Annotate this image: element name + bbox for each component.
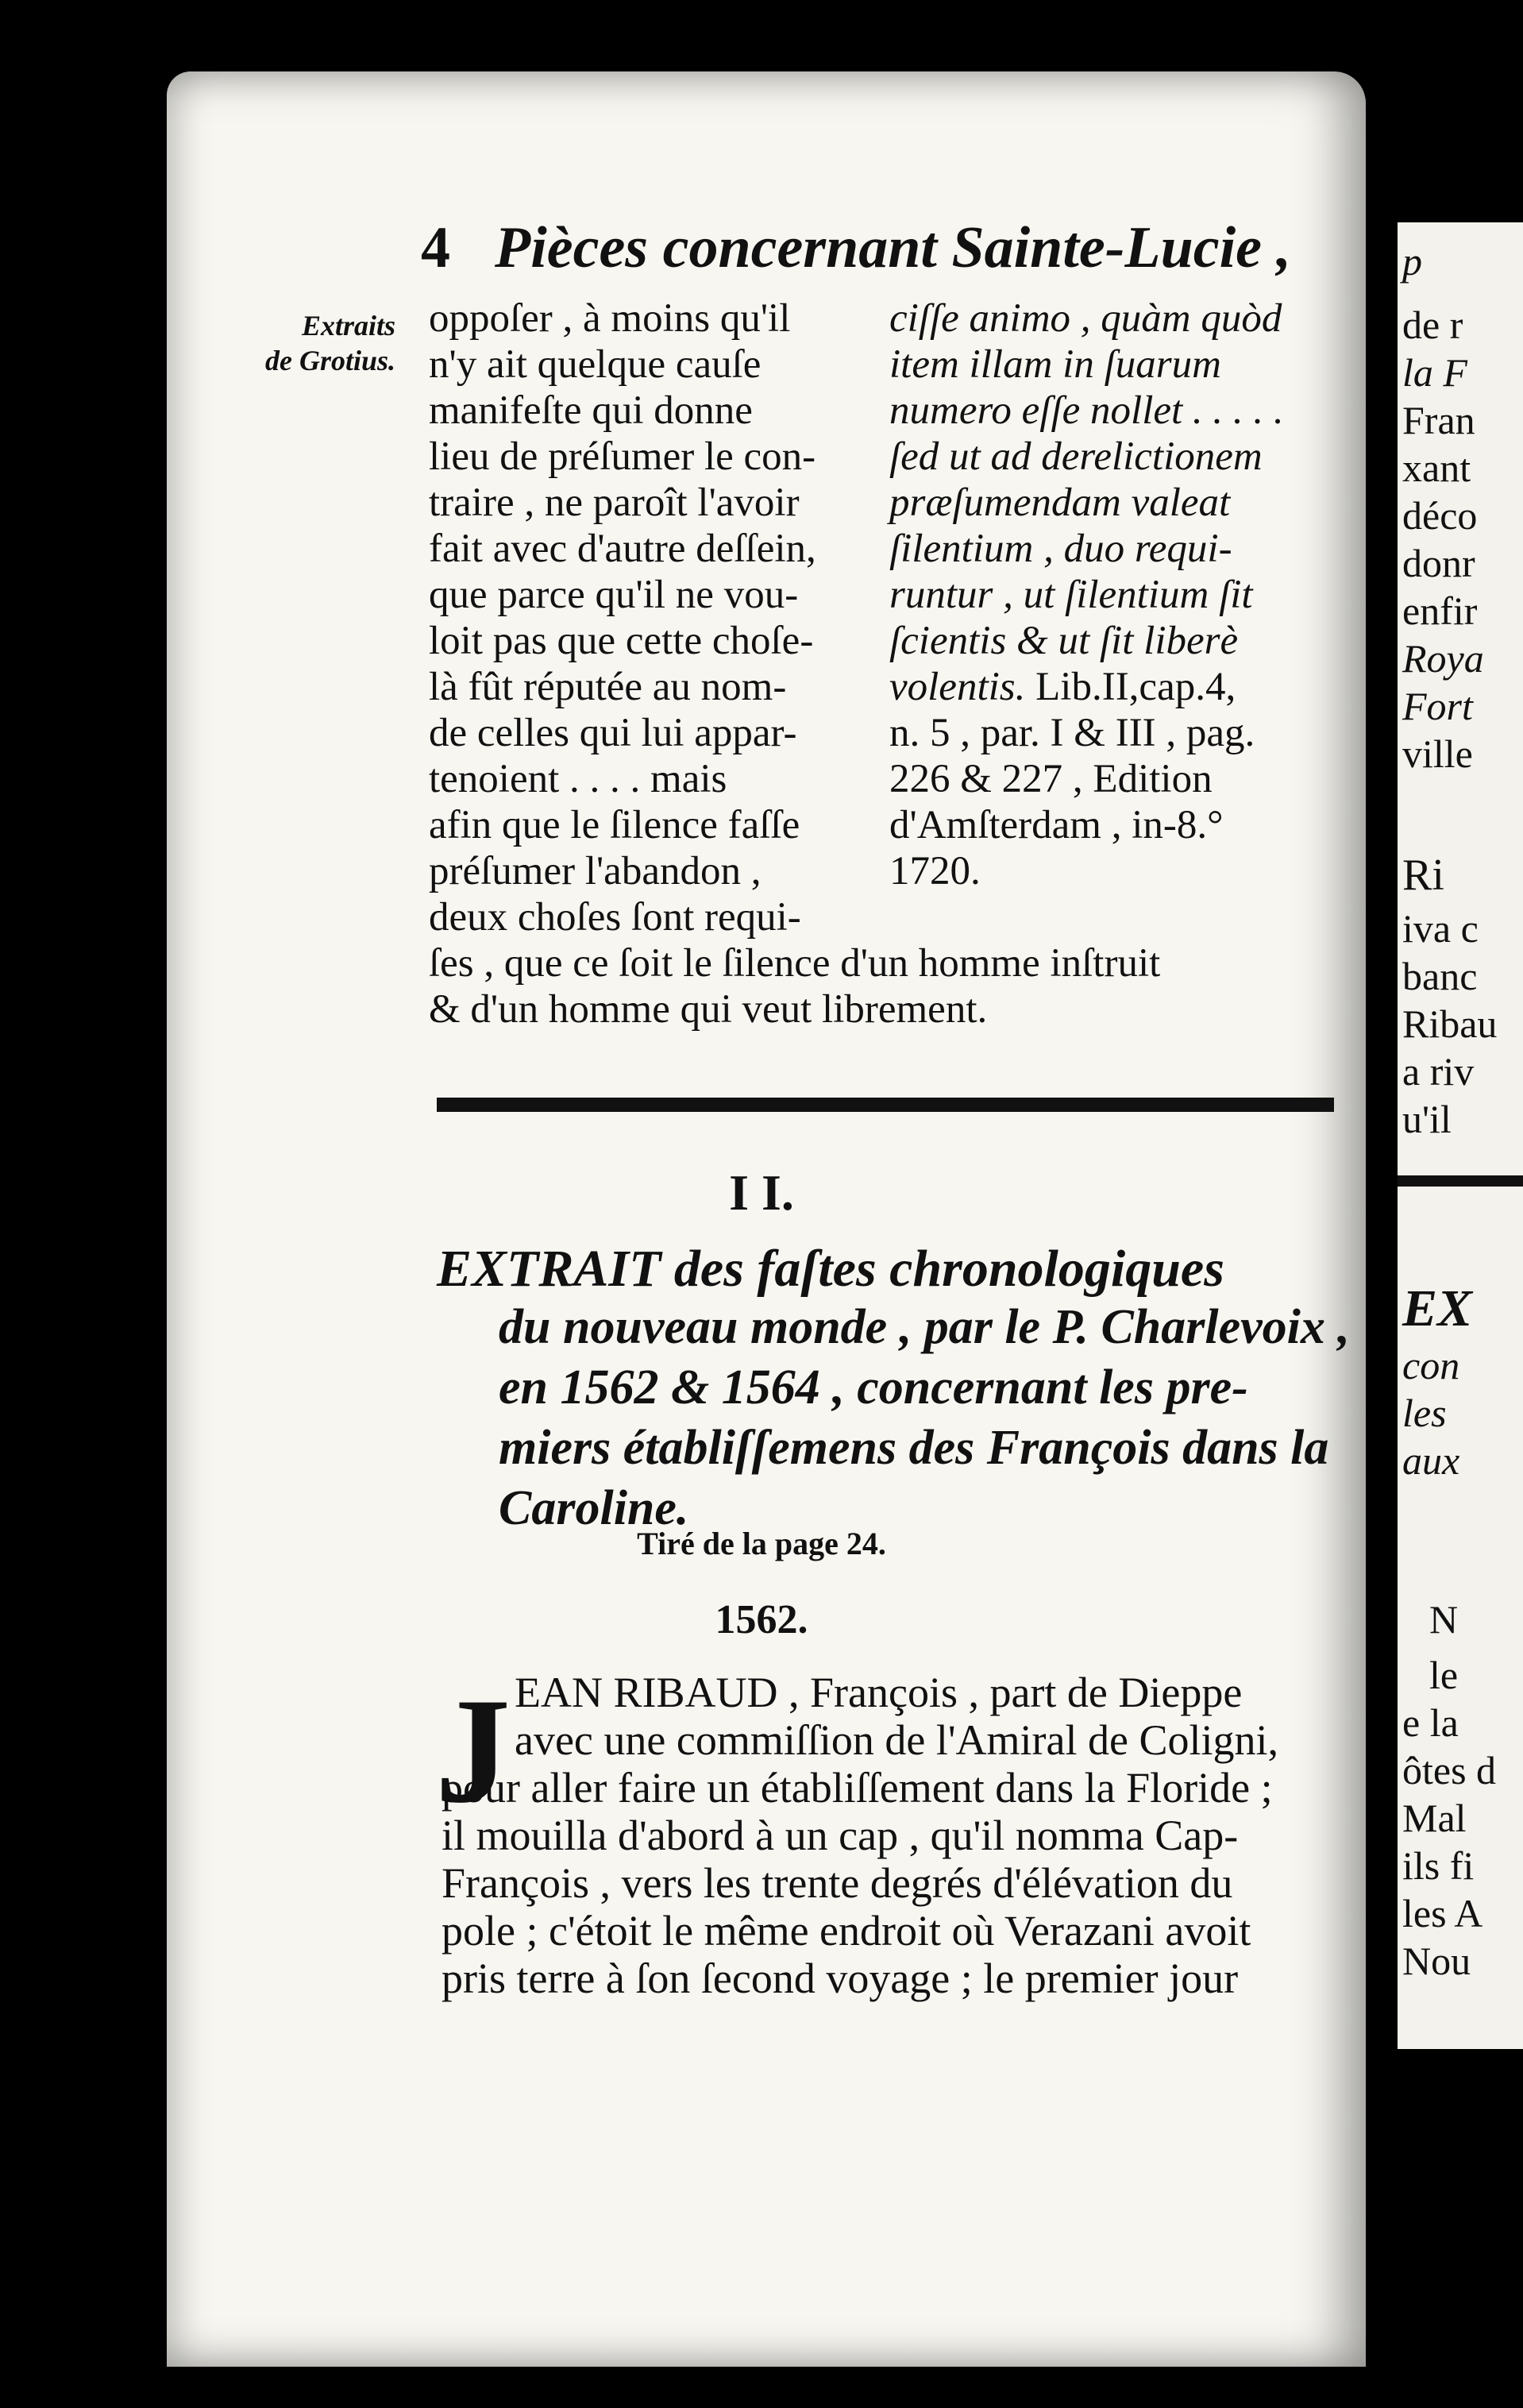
left-column-line: fait avec d'autre deſſein,: [429, 527, 816, 571]
facing-line: les: [1402, 1391, 1447, 1435]
left-column-line: tenoient . . . . mais: [429, 757, 727, 801]
right-column-line: [889, 848, 981, 894]
body-line: il mouilla d'abord à un cap , qu'il nomma Cap-: [441, 1812, 1239, 1859]
body-line: pour aller faire un établiſſement dans la Floride ;: [441, 1764, 1273, 1812]
right-column-line: [889, 664, 1236, 710]
facing-line: Fort: [1402, 684, 1473, 728]
section-title-line: en 1562 & 1564 , concernant les pre-: [499, 1360, 1248, 1414]
right-column-word: volentis.: [889, 665, 1026, 709]
facing-line: donr: [1402, 541, 1475, 585]
margin-note-line: de Grotius.: [264, 345, 395, 376]
right-column-line: ſilentium , duo requi-: [889, 527, 1232, 571]
section-title-line: du nouveau monde , par le P. Charlevoix ,: [499, 1300, 1350, 1354]
facing-line: la F: [1402, 350, 1467, 395]
facing-line: Mal: [1402, 1796, 1467, 1840]
running-title: Pièces concernant Sainte-Lucie ,: [495, 215, 1291, 280]
facing-line: ils fi: [1402, 1843, 1475, 1888]
left-column-line: lieu de préſumer le con-: [429, 434, 816, 479]
body-line: pris terre à ſon ſecond voyage ; le premier jour: [441, 1955, 1239, 2002]
body-line: pole ; c'étoit le même endroit où Verazani avoit: [441, 1907, 1251, 1955]
body-line: EAN RIBAUD , François , part de Dieppe: [515, 1669, 1243, 1716]
year-heading: 1562.: [715, 1597, 808, 1642]
facing-line: xant: [1402, 446, 1471, 490]
facing-line: con: [1402, 1343, 1460, 1387]
facing-line: enfir: [1402, 588, 1478, 633]
facing-line: banc: [1402, 954, 1478, 998]
right-column-line: præſumendam valeat: [889, 480, 1231, 525]
facing-line: Ribau: [1402, 1001, 1498, 1046]
facing-line: p: [1402, 239, 1422, 284]
left-column-line: afin que le ſilence faſſe: [429, 803, 800, 847]
running-header: [421, 214, 1291, 282]
facing-line: Nou: [1402, 1939, 1471, 1983]
citation-line: Lib.II,cap.4,: [1035, 665, 1236, 709]
section-title-line: Caroline.: [499, 1481, 689, 1535]
section-title-line: EXTRAIT des faſtes chronologiques: [437, 1240, 1224, 1298]
facing-line: Ri: [1402, 851, 1444, 900]
right-column-line: [889, 756, 1213, 802]
right-column-line: ciſſe animo , quàm quòd: [889, 296, 1282, 341]
left-column-line: traire , ne paroît l'avoir: [429, 480, 800, 525]
page-number: 4: [421, 215, 450, 280]
facing-line: N: [1429, 1597, 1459, 1642]
left-column-line: de celles qui lui appar-: [429, 711, 797, 755]
facing-line: EX: [1402, 1279, 1473, 1337]
right-column-line: ſed ut ad derelictionem: [889, 434, 1263, 479]
facing-line: le: [1429, 1653, 1459, 1697]
facing-line: iva c: [1402, 906, 1479, 951]
left-column-line: préſumer l'abandon ,: [429, 849, 762, 893]
facing-line: Roya: [1402, 636, 1484, 681]
facing-line: ôtes d: [1402, 1748, 1497, 1792]
right-column-line: runtur , ut ſilentium ſit: [889, 573, 1253, 617]
body-line: François , vers les trente degrés d'élévation du: [441, 1859, 1233, 1907]
facing-line: u'il: [1402, 1097, 1452, 1141]
facing-line: les A: [1402, 1891, 1483, 1935]
facing-line: Fran: [1402, 398, 1475, 442]
right-column-line: [889, 710, 1255, 756]
right-column-line: ſcientis & ut ſit liberè: [889, 619, 1239, 663]
section-number: I I.: [729, 1164, 794, 1221]
full-width-line: & d'un homme qui veut librement.: [429, 987, 988, 1032]
left-column-line: oppoſer , à moins qu'il: [429, 296, 791, 341]
full-width-line: ſes , que ce ſoit le ſilence d'un homme inſtruit: [429, 941, 1161, 986]
drop-cap: J: [435, 1668, 511, 1835]
left-column-line: deux choſes ſont requi-: [429, 895, 801, 940]
left-column-line: manifeſte qui donne: [429, 388, 753, 433]
citation-line: 1720.: [889, 849, 981, 893]
margin-note: [253, 308, 395, 378]
facing-line: déco: [1402, 493, 1478, 538]
right-column-line: [889, 802, 1224, 848]
left-column-line: n'y ait quelque cauſe: [429, 342, 762, 387]
facing-line: de r: [1402, 303, 1463, 347]
citation-line: 226 & 227 , Edition: [889, 757, 1213, 801]
right-column-line: numero eſſe nollet . . . . .: [889, 388, 1284, 433]
section-divider: [437, 1098, 1334, 1112]
citation-line: d'Amſterdam , in-8.°: [889, 803, 1224, 847]
margin-note-line: Extraits: [301, 310, 395, 342]
citation-line: n. 5 , par. I & III , pag.: [889, 711, 1255, 755]
facing-line: e la: [1402, 1700, 1459, 1745]
left-column-line: que parce qu'il ne vou-: [429, 573, 799, 617]
source-note: Tiré de la page 24.: [637, 1526, 886, 1561]
left-column-line: loit pas que cette choſe-: [429, 619, 814, 663]
section-title-line: miers établiſſemens des François dans la: [499, 1421, 1329, 1475]
facing-line: ville: [1402, 731, 1473, 776]
left-column-line: là fût réputée au nom-: [429, 665, 787, 709]
facing-line: a riv: [1402, 1049, 1475, 1094]
right-column-line: item illam in ſuarum: [889, 342, 1221, 387]
facing-page-fragment: [1398, 222, 1523, 2049]
facing-line: aux: [1402, 1438, 1460, 1483]
body-line: avec une commiſſion de l'Amiral de Coligni,: [515, 1716, 1279, 1764]
